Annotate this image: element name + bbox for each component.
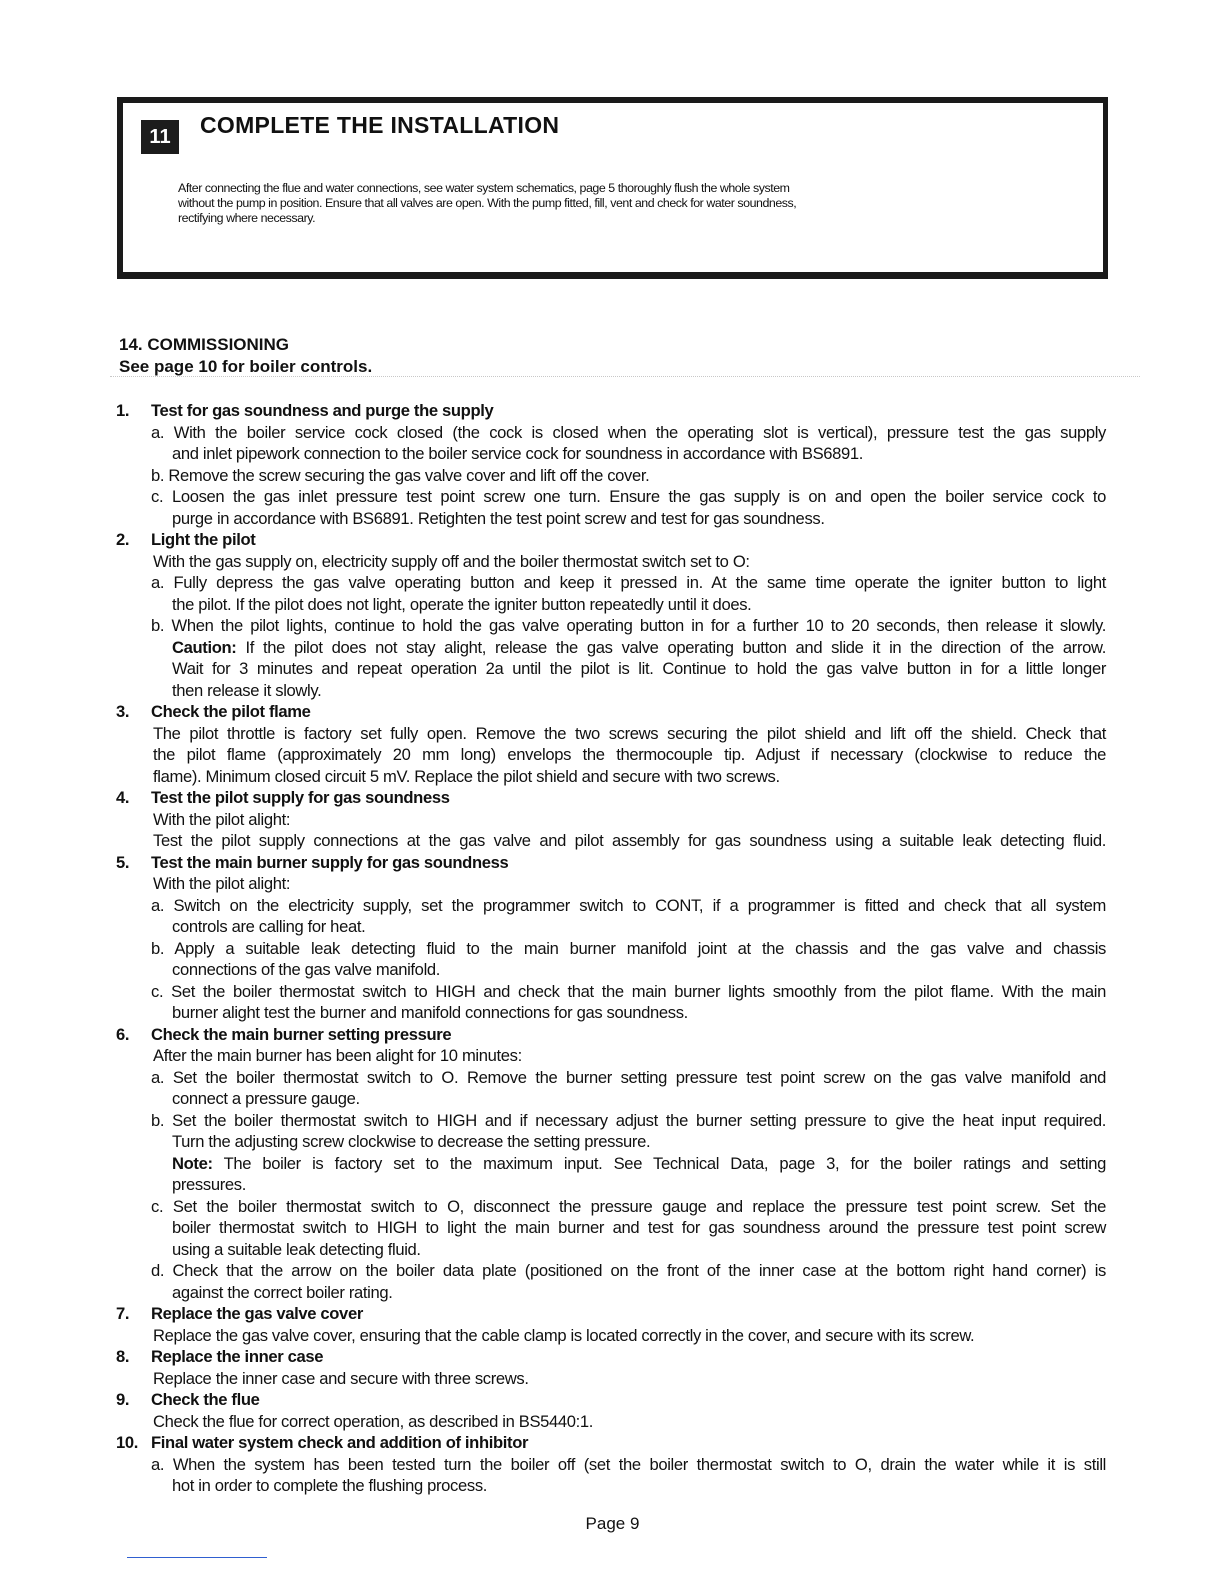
step-number: 5. — [116, 852, 130, 872]
step-line — [116, 551, 1116, 573]
step-line-text: Turn the adjusting screw clockwise to decrease the setting pressure. — [172, 1132, 651, 1151]
step-line-text: Test the pilot supply connections at the gas valve and pilot assembly for gas soundness using a suitable leak detecting fluid. — [153, 831, 1106, 850]
step-line-text: b. Apply a suitable leak detecting fluid to the main burner manifold joint at the chassis and the gas valve and chassis — [151, 938, 1106, 958]
step-line — [116, 938, 1116, 960]
step-line — [116, 1174, 1116, 1196]
step-title: Test the main burner supply for gas soundness — [151, 852, 509, 872]
step-line-text: Replace the gas valve cover, ensuring that the cable clamp is located correctly in the cover, and secure with its screw. — [153, 1325, 975, 1345]
step-number: 9. — [116, 1390, 130, 1409]
step-line-text: Note: The boiler is factory set to the maximum input. See Technical Data, page 3, for the boiler ratings and setting — [172, 1153, 1106, 1173]
step-line-text: c. Set the boiler thermostat switch to HIGH and check that the main burner lights smoothly from the pilot flame. With the main — [151, 981, 1106, 1001]
step-line-text: After the main burner has been alight for 10 minutes: — [153, 1046, 522, 1065]
step-line-text: hot in order to complete the flushing process. — [172, 1476, 488, 1495]
step-line-text: b. Set the boiler thermostat switch to HIGH and if necessary adjust the burner setting pressure to give the heat input required. — [151, 1110, 1106, 1130]
step-line — [116, 1002, 1116, 1024]
step-line — [116, 1196, 1116, 1218]
step-line-text: connect a pressure gauge. — [172, 1089, 360, 1108]
step-number: 3. — [116, 702, 130, 721]
bottom-rule — [127, 1557, 267, 1558]
step-line — [116, 637, 1116, 659]
step-line-text: and inlet pipework connection to the boiler service cock for soundness in accordance with BS6891. — [172, 444, 864, 463]
step-line — [116, 1153, 1116, 1175]
step-line-text: a. With the boiler service cock closed (the cock is closed when the operating slot is vertical), pressure test the gas supply — [151, 422, 1106, 442]
step-line-text: Wait for 3 minutes and repeat operation 2a until the pilot is lit. Continue to hold the gas valve button in for a little longer — [172, 659, 1106, 678]
installation-box — [117, 97, 1108, 279]
step-number: 4. — [116, 788, 130, 807]
step-line — [116, 830, 1116, 852]
step-line-text: Replace the inner case and secure with three screws. — [153, 1368, 529, 1388]
step-line-text: The pilot throttle is factory set fully open. Remove the two screws securing the pilot shield and lift off the shield. Check that — [153, 723, 1106, 743]
step-line-text: connections of the gas valve manifold. — [172, 960, 441, 979]
step-line — [116, 1045, 1116, 1067]
commissioning-steps — [116, 400, 1116, 1497]
step-line — [116, 486, 1116, 508]
step-line — [116, 1067, 1116, 1089]
section-number-badge: 11 — [141, 120, 179, 154]
step-line-text: c. Set the boiler thermostat switch to O, disconnect the pressure gauge and replace the pressure test point screw. Set the — [151, 1196, 1106, 1216]
step-heading — [116, 400, 1116, 422]
step-number: 8. — [116, 1347, 130, 1366]
step-heading — [116, 529, 1116, 551]
step-line-text: against the correct boiler rating. — [172, 1282, 393, 1302]
step-heading — [116, 701, 1116, 723]
step-line-text: boiler thermostat switch to HIGH to light the main burner and test for gas soundness around the pressure test point screw — [172, 1218, 1106, 1237]
step-line-text: a. When the system has been tested turn the boiler off (set the boiler thermostat switch to O, drain the water while it is still — [151, 1454, 1106, 1474]
step-title: Final water system check and addition of inhibitor — [151, 1433, 529, 1452]
step-line-text: c. Loosen the gas inlet pressure test point screw one turn. Ensure the gas supply is on and open the boiler service cock to — [151, 487, 1106, 506]
step-line — [116, 1110, 1116, 1132]
step-line — [116, 809, 1116, 831]
step-line — [116, 895, 1116, 917]
step-line — [116, 658, 1116, 680]
step-line-text: then release it slowly. — [172, 680, 322, 700]
step-title: Check the main burner setting pressure — [151, 1024, 452, 1044]
step-line — [116, 1454, 1116, 1476]
step-line-text: With the pilot alight: — [153, 809, 291, 829]
section-title: 14. COMMISSIONING — [119, 335, 290, 354]
step-line-text: burner alight test the burner and manifold connections for gas soundness. — [172, 1003, 688, 1022]
step-line-text: b. When the pilot lights, continue to hold the gas valve operating button in for a further 10 to 20 seconds, then release it slowly. — [151, 616, 1106, 635]
step-line — [116, 508, 1116, 530]
step-number: 2. — [116, 530, 130, 549]
page-number: Page 9 — [585, 1514, 640, 1533]
step-heading — [116, 1346, 1116, 1368]
step-line — [116, 465, 1116, 487]
step-title: Check the flue — [151, 1390, 260, 1409]
step-line — [116, 1368, 1116, 1390]
step-line-text: a. Set the boiler thermostat switch to O. Remove the burner setting pressure test point screw on the gas valve manifold and — [151, 1067, 1106, 1087]
step-line — [116, 422, 1116, 444]
step-line-text: using a suitable leak detecting fluid. — [172, 1239, 421, 1259]
step-line — [116, 572, 1116, 594]
step-line — [116, 1282, 1116, 1304]
step-number: 7. — [116, 1304, 130, 1323]
step-line-text: controls are calling for heat. — [172, 917, 366, 936]
step-title: Replace the inner case — [151, 1347, 324, 1366]
box-line: rectifying where necessary. — [178, 211, 316, 225]
step-line — [116, 766, 1116, 788]
step-line-text: flame). Minimum closed circuit 5 mV. Replace the pilot shield and secure with two screws. — [153, 766, 780, 786]
step-title: Light the pilot — [151, 530, 256, 549]
step-line-text: Caution: If the pilot does not stay alight, release the gas valve operating button and slide it in the direction of the arrow. — [172, 637, 1106, 657]
step-line-text: Check the flue for correct operation, as described in BS5440:1. — [153, 1411, 594, 1431]
step-line-text: a. Fully depress the gas valve operating button and keep it pressed in. At the same time operate the igniter button to light — [151, 573, 1106, 592]
step-line-text: d. Check that the arrow on the boiler data plate (positioned on the front of the inner case at the bottom right hand corner) is — [151, 1261, 1106, 1280]
divider — [110, 376, 1140, 377]
step-title: Replace the gas valve cover — [151, 1304, 363, 1323]
box-title: COMPLETE THE INSTALLATION — [200, 112, 560, 138]
step-line-text: the pilot flame (approximately 20 mm long) envelops the thermocouple tip. Adjust if necessary (clockwise to reduce the — [153, 745, 1106, 764]
step-line — [116, 1325, 1116, 1347]
step-line — [116, 1217, 1116, 1239]
step-heading — [116, 1024, 1116, 1046]
box-line: without the pump in position. Ensure that all valves are open. With the pump fitted, fill, vent and check for water soundness, — [178, 196, 797, 210]
step-line — [116, 723, 1116, 745]
step-line — [116, 873, 1116, 895]
step-line-text: b. Remove the screw securing the gas valve cover and lift off the cover. — [151, 465, 650, 485]
step-title: Check the pilot flame — [151, 702, 311, 721]
step-heading — [116, 787, 1116, 809]
step-line — [116, 959, 1116, 981]
step-line — [116, 1475, 1116, 1497]
step-line — [116, 1260, 1116, 1282]
box-line: After connecting the flue and water connections, see water system schematics, page 5 thoroughly flush the whole system — [178, 181, 790, 195]
step-line — [116, 1239, 1116, 1261]
step-heading — [116, 1432, 1116, 1454]
step-line — [116, 1131, 1116, 1153]
step-title: Test for gas soundness and purge the supply — [151, 401, 494, 420]
step-line — [116, 981, 1116, 1003]
step-line-text: With the gas supply on, electricity supply off and the boiler thermostat switch set to O: — [153, 551, 750, 571]
step-heading — [116, 1303, 1116, 1325]
step-line — [116, 744, 1116, 766]
step-line-text: a. Switch on the electricity supply, set the programmer switch to CONT, if a programmer is fitted and check that all system — [151, 895, 1106, 915]
step-line — [116, 1411, 1116, 1433]
step-line — [116, 916, 1116, 938]
step-title: Test the pilot supply for gas soundness — [151, 788, 450, 807]
step-line-text: With the pilot alight: — [153, 874, 291, 893]
step-number: 10. — [116, 1433, 139, 1452]
step-line — [116, 594, 1116, 616]
section-subtitle: See page 10 for boiler controls. — [119, 357, 373, 376]
box-body — [178, 181, 1038, 226]
step-line — [116, 615, 1116, 637]
step-line — [116, 1088, 1116, 1110]
step-line-text: pressures. — [172, 1175, 246, 1194]
step-line-text: the pilot. If the pilot does not light, operate the igniter button repeatedly until it does. — [172, 594, 752, 614]
step-number: 6. — [116, 1024, 130, 1044]
step-line — [116, 680, 1116, 702]
step-number: 1. — [116, 401, 130, 420]
step-heading — [116, 1389, 1116, 1411]
step-heading — [116, 852, 1116, 874]
step-line-text: purge in accordance with BS6891. Retighten the test point screw and test for gas soundness. — [172, 508, 825, 528]
step-line — [116, 443, 1116, 465]
